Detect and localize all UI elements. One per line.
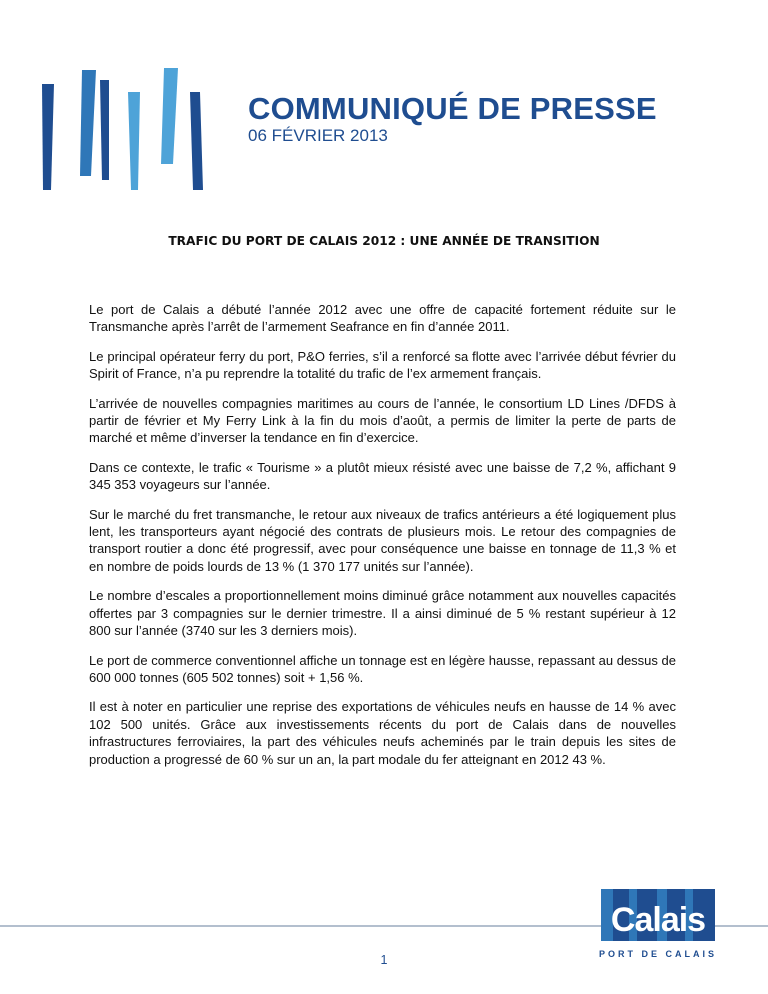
paragraph: L’arrivée de nouvelles compagnies maritimes au cours de l’année, le consortium LD Lines /DFDS à partir de février et My Ferry Link à la fin du mois d’août, a permis de limiter la perte de parts de marché et même d’inverser la tendance en fin d’exercice. [89, 395, 676, 446]
logo-word: Calais [610, 901, 706, 939]
logo-subtitle: PORT DE CALAIS [599, 949, 717, 959]
page-number: 1 [380, 953, 388, 967]
paragraph: Il est à noter en particulier une reprise des exportations de véhicules neufs en hausse de 14 % avec 102 500 unités. Grâce aux investissements récents du port de Calais dans de nouvelles infrastructures ferroviaires, la part des véhicules neufs acheminés par le train depuis les sites de production a progressé de 60 % sur un an, la part modale du fer atteignant en 2012 43 %. [89, 699, 676, 767]
article-body [89, 301, 676, 780]
article-headline: TRAFIC DU PORT DE CALAIS 2012 : UNE ANNÉE DE TRANSITION [168, 234, 600, 248]
logo-bar-3 [100, 80, 109, 180]
paragraph: Le port de commerce conventionnel affiche un tonnage est en légère hausse, repassant au dessus de 600 000 tonnes (605 502 tonnes) soit + 1,56 %. [89, 652, 676, 685]
logo-bar-4 [128, 92, 140, 190]
paragraph: Le port de Calais a débuté l’année 2012 avec une offre de capacité fortement réduite sur le Transmanche après l’arrêt de l’armement Seafrance en fin d’année 2011. [89, 302, 676, 335]
paragraph: Le principal opérateur ferry du port, P&O ferries, s’il a renforcé sa flotte avec l’arrivée début février du Spirit of France, n’a pu reprendre la totalité du trafic de l’ex armement français. [89, 348, 676, 382]
press-header [248, 92, 657, 146]
header-logo-bars [40, 64, 220, 194]
logo-bar-1 [42, 84, 54, 190]
page-title: COMMUNIQUÉ DE PRESSE [248, 91, 657, 126]
logo-bar-2 [80, 70, 96, 176]
paragraph: Dans ce contexte, le trafic « Tourisme » a plutôt mieux résisté avec une baisse de 7,2 %, affichant 9 345 353 voyageurs sur l’année. [89, 459, 676, 493]
paragraph: Sur le marché du fret transmanche, le retour aux niveaux de trafics antérieurs a été logiquement plus lent, les transporteurs ayant négocié des contrats de plusieurs mois. Le retour des compagnies de transport routier a donc été progressif, avec pour conséquence une baisse en tonnage de 11,3 % et en nombre de poids lourds de 13 % (1 370 177 unités sur l’année). [89, 506, 676, 574]
logo-bar-5 [161, 68, 178, 164]
port-de-calais-logo [599, 887, 717, 961]
release-date: 06 FÉVRIER 2013 [248, 126, 388, 145]
paragraph: Le nombre d’escales a proportionnellement moins diminué grâce notamment aux nouvelles capacités offertes par 3 compagnies sur le dernier trimestre. Il a ainsi diminué de 5 % restant supérieur à 12 800 sur l’année (3740 sur les 3 derniers mois). [89, 588, 676, 639]
logo-bar-6 [190, 92, 203, 190]
